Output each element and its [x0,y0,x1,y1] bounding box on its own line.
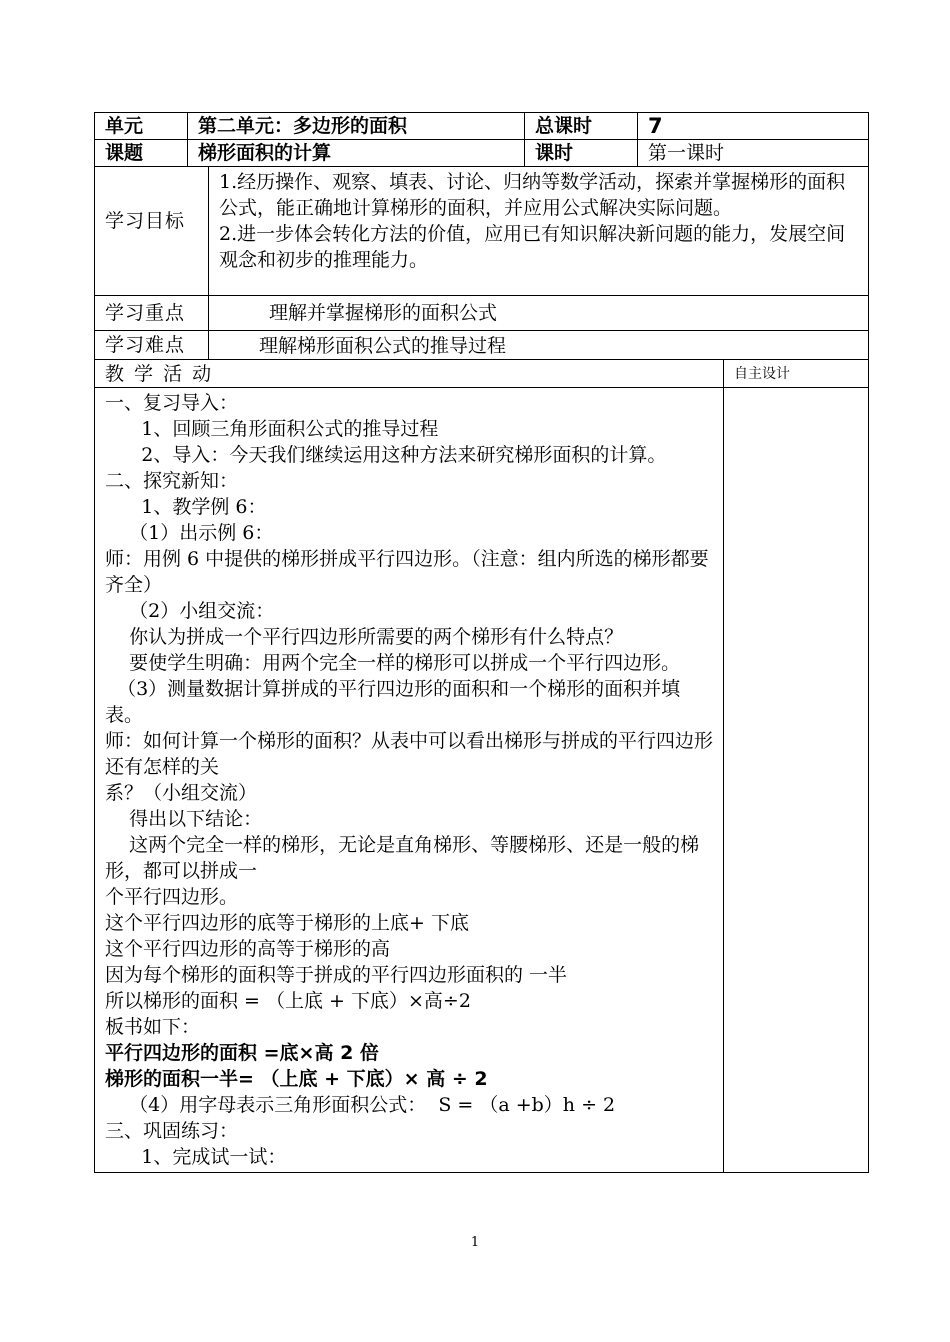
goal-item-2: 2.进一步体会转化方法的价值，应用已有知识解决新问题的能力，发展空间观念和初步的推理能力。 [219,223,846,271]
topic-value: 梯形面积的计算 [188,140,525,167]
activity-line: 这个平行四边形的高等于梯形的高 [105,938,391,960]
activity-line: （4）用字母表示三角形面积公式： S = （a +b）h ÷ 2 [105,1094,616,1116]
key-point-row [95,296,869,331]
activity-line: 1、回顾三角形面积公式的推导过程 [105,418,439,440]
self-design-cell [724,388,869,1173]
unit-row [95,113,869,140]
activity-body-row [95,388,869,1173]
total-periods-label: 总课时 [525,113,638,140]
key-point-label: 学习重点 [95,296,209,331]
goals-content [209,167,869,296]
goals-row [95,167,869,296]
activity-line: 一、复习导入： [105,392,239,414]
total-periods-value: 7 [638,113,869,140]
activity-line: 因为每个梯形的面积等于拼成的平行四边形面积的 一半 [105,964,568,986]
unit-label: 单元 [95,113,188,140]
activity-header-row [95,360,869,388]
difficulty-row [95,331,869,360]
activity-line: 1、完成试一试： [105,1146,287,1168]
goal-item-1: 1.经历操作、观察、填表、讨论、归纳等数学活动，探索并掌握梯形的面积公式，能正确地计算梯形的面积，并应用公式解决实际问题。 [219,171,846,219]
difficulty-label: 学习难点 [95,331,209,360]
activity-line: 二、探究新知： [105,470,239,492]
unit-value: 第二单元：多边形的面积 [188,113,525,140]
activity-line: （1）出示例 6： [105,522,274,544]
activity-line: 个平行四边形。 [105,886,239,908]
activity-line: 三、巩固练习： [105,1120,239,1142]
activity-line: 1、教学例 6： [105,496,267,518]
page-number: 1 [470,1235,480,1250]
activity-line: 这个平行四边形的底等于梯形的上底+ 下底 [105,912,469,934]
activity-line: 平行四边形的面积 =底×高 2 倍 [105,1042,379,1064]
activity-line: 这两个完全一样的梯形，无论是直角梯形、等腰梯形、还是一般的梯形，都可以拼成一 [105,834,700,882]
activity-line: （2）小组交流： [105,600,275,622]
activity-line: 你认为拼成一个平行四边形所需要的两个梯形有什么特点？ [105,626,624,648]
activity-line: 得出以下结论： [105,808,263,830]
period-value: 第一课时 [638,140,869,167]
activity-line: 2、导入：今天我们继续运用这种方法来研究梯形面积的计算。 [105,444,667,466]
topic-row [95,140,869,167]
activity-line: 师：如何计算一个梯形的面积？从表中可以看出梯形与拼成的平行四边形还有怎样的关 [105,730,714,778]
lesson-plan-table [94,112,869,1173]
activity-line: 所以梯形的面积 = （上底 + 下底）×高÷2 [105,990,471,1012]
goals-label: 学习目标 [95,167,209,296]
difficulty-value: 理解梯形面积公式的推导过程 [209,331,869,360]
activity-line: 师：用例 6 中提供的梯形拼成平行四边形。（注意：组内所选的梯形都要齐全） [105,548,709,596]
self-design-label: 自主设计 [724,360,869,388]
key-point-value: 理解并掌握梯形的面积公式 [209,296,869,331]
activity-line: （3）测量数据计算拼成的平行四边形的面积和一个梯形的面积并填表。 [105,678,681,726]
activity-line: 要使学生明确：用两个完全一样的梯形可以拼成一个平行四边形。 [105,652,681,674]
activity-line: 板书如下： [105,1016,201,1038]
activity-label: 教 学 活 动 [95,360,724,388]
period-label: 课时 [525,140,638,167]
topic-label: 课题 [95,140,188,167]
activity-content [95,388,724,1173]
activity-line: 梯形的面积一半= （上底 + 下底）× 高 ÷ 2 [105,1068,488,1090]
activity-line: 系？（小组交流） [105,782,258,804]
